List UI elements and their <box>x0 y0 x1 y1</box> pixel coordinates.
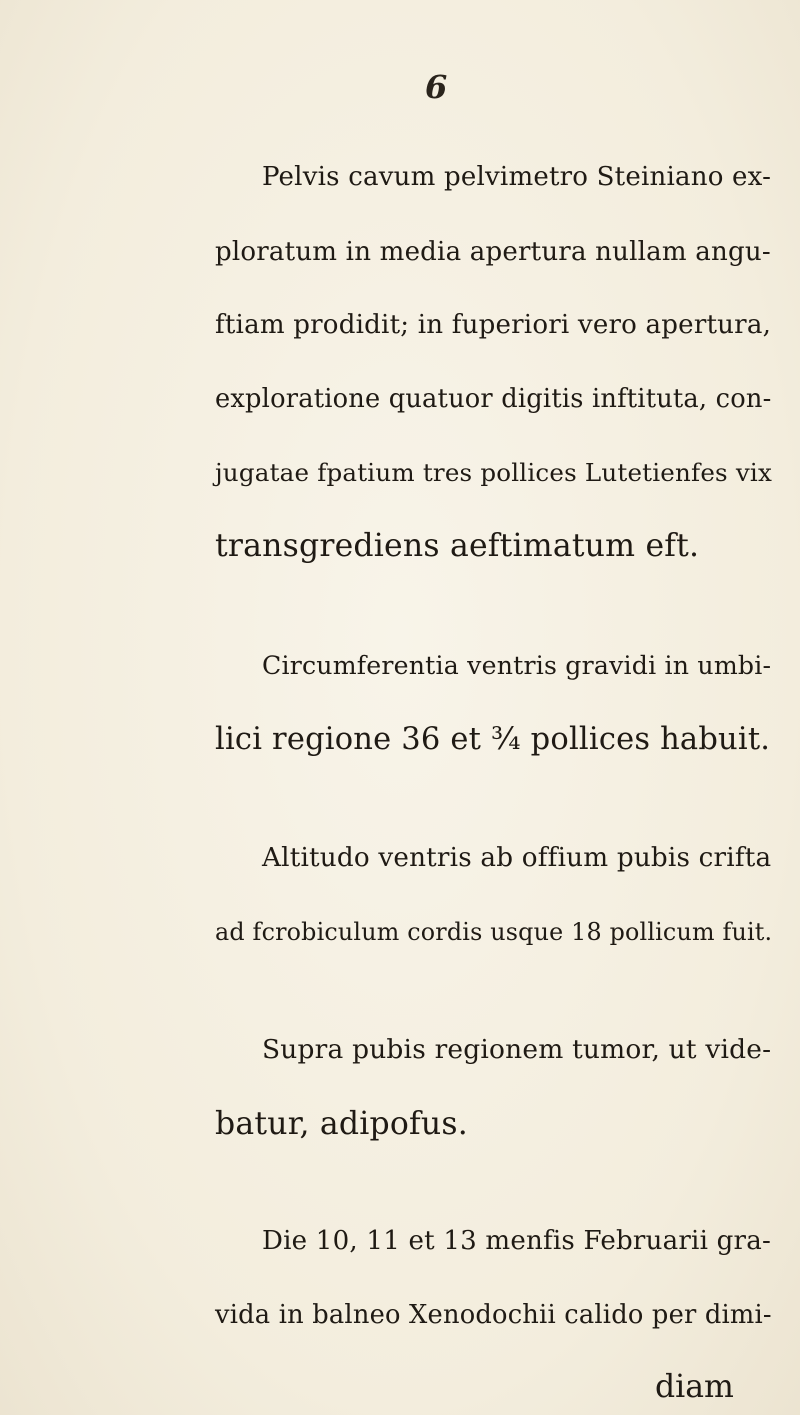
text-line-14: vida in balneo Xenodochii calido per dimi- <box>215 1300 772 1330</box>
catchword: diam <box>655 1369 734 1405</box>
text-line-11: Supra pubis regionem tumor, ut vide- <box>262 1034 772 1065</box>
text-line-9: Altitudo ventris ab offium pubis crifta <box>262 843 772 873</box>
text-line-8: lici regione 36 et ¾ pollices habuit. <box>215 722 771 757</box>
text-line-1: Pelvis cavum pelvimetro Steiniano ex- <box>262 162 772 192</box>
page-number: 6 <box>425 68 448 106</box>
text-line-7: Circumferentia ventris gravidi in umbi- <box>262 651 772 680</box>
text-line-13: Die 10, 11 et 13 menfis Februarii gra- <box>262 1226 771 1256</box>
text-line-2: ploratum in media apertura nullam angu- <box>215 237 771 267</box>
text-line-10: ad fcrobiculum cordis usque 18 pollicum fuit. <box>215 918 773 946</box>
text-line-3: ftiam prodidit; in fuperiori vero apertura, <box>215 310 772 340</box>
text-line-4: exploratione quatuor digitis inftituta, con- <box>215 384 772 414</box>
text-line-5: jugatae fpatium tres pollices Lutetienfes vix <box>215 458 773 487</box>
text-line-12: batur, adipofus. <box>215 1106 468 1142</box>
text-line-6: transgrediens aeftimatum eft. <box>215 528 700 564</box>
